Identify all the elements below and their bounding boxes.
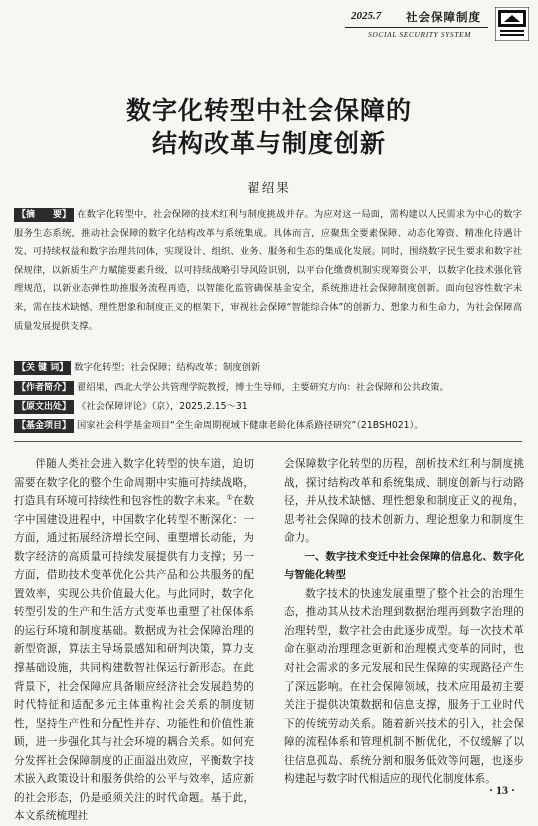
footnote-ref[interactable]: ① (226, 493, 233, 502)
body-paragraph: 会保障数字化转型的历程，剖析技术红利与制度挑战，探讨结构改革和系统集成、制度创新与行动路径，并从技术缺憾、理性想象和制度正义的视角，思考社会保障的技术创新力、理论想象力和制度生命力。 (284, 458, 524, 545)
author-name: 翟绍果 (247, 180, 291, 195)
page-number: · 13 · (489, 783, 516, 797)
journal-title-cn: 社会保障制度 (406, 10, 481, 24)
author-intro-label: 【作者简介】 (14, 381, 74, 395)
keywords-label: 【关 键 词】 (14, 361, 71, 375)
abstract-label: 【摘 要】 (14, 208, 74, 222)
body-column-right (284, 455, 524, 789)
author-intro-text: 翟绍果，西北大学公共管理学院教授，博士生导师，主要研究方向：社会保障和公共政策。 (77, 382, 449, 393)
abstract-text: 在数字化转型中，社会保障的技术红利与制度挑战并存。为应对这一局面，需构建以人民需求为中心的数字服务生态系统，推动社会保障的数字化结构改革与系统集成。具体而言，应聚焦全要素保障、动态化筹资、精准化待遇计发、可持续权益和数字治理共同体，实现设计、组织、业务、服务和生态的集成化发展。同时，围绕数字民生要求和数字社保规律，以新质生产力赋能要素升级，以可持续战略引导风险识别，以平台化缴费机制实现筹资公平，以数字化技术强化管理规范，以新业态弹性助推服务流程再造，以智能化监管确保基金安全，系统推进社会保障制度创新。面向包容性数字未来，需在技术缺憾、理性想象和制度正义的框架下，审视社会保障“智能综合体”的创新力、想象力和生命力，为社会保障高质量发展提供支撑。 (14, 209, 522, 332)
section-heading: 一、数字技术变迁中社会保障的信息化、数字化与智能化转型 (284, 550, 524, 582)
abstract-block (14, 206, 522, 336)
para-text-cont: 在数字中国建设进程中，中国数字化转型不断深化：一方面，通过拓展经济增长空间、重塑增长动能，为数字经济的高质量可持续发展提供有力支撑；另一方面，借助技术变革优化公共产品和公共服务的配置效率，实现公共价值最大化。与此同时，数字化转型引发的生产和生活方式变革也重塑了社保体系的运行环境和制度基础。数据成为社会保障治理的新型资源，算法主导场景感知和研判决策，算力支撑基础设施，共同构建数智社保运行新形态。在此背景下，社会保障应具备顺应经济社会发展趋势的时代特征和适配多元主体重构社会关系的制度韧性，坚持生产性和分配性并存、功能性和价值性兼顾，进一步强化其与社会环境的耦合关系。如何充分发挥社会保障制度的正面溢出效应，平衡数字技术嵌入政策设计和服务供给的公平与效率，适应新的社会形态，仍是亟须关注的时代命题。基于此，本文系统梳理社 (14, 495, 255, 823)
keywords-text: 数字化转型；社会保障；结构改革；制度创新 (74, 362, 261, 373)
page-header (0, 0, 538, 48)
source-row (14, 398, 522, 417)
keywords-row (14, 359, 522, 378)
issue-number: 2025.7 (351, 10, 382, 22)
body-paragraph: 数字技术的快速发展重塑了整个社会的治理生态，推动其从技术治理到数据治理再到数字治理的治理转型，数字社会由此逐步成型。每一次技术革命在驱动治理理念更新和治理模式变革的同时，也对社会需求的多元发展和民生保障的实现路径产生了深远影响。在社会保障领域，技术应用最初主要关注于提供决策数据和信息支撑，服务于工业时代下的传统劳动关系。随着新兴技术的引入，社会保障的流程体系和管理机制不断优化，不仅缓解了以往信息孤岛、系统分割和服务低效等问题，也逐步构建起与数字时代相适应的现代化制度体系。 (284, 587, 524, 786)
article-title-line-2: 结构改革与制度创新 (151, 129, 386, 158)
fund-label: 【基金项目】 (14, 419, 74, 433)
journal-title-en: SOCIAL SECURITY SYSTEM (368, 30, 472, 39)
author-intro-row (14, 379, 522, 398)
header-rule (345, 27, 488, 28)
section-divider (14, 441, 522, 442)
source-label: 【原文出处】 (14, 400, 74, 414)
source-text: 《社会保障评论》（京），2025.2.15～31 (77, 401, 248, 412)
journal-logo-icon (495, 7, 529, 41)
body-paragraph (14, 455, 254, 826)
para-text: 伴随人类社会进入数字化转型的快车道，迫切需要在数字化的整个生命周期中实施可持续战略，打造具有环境可持续性和包容性的数字未来。 (14, 458, 254, 508)
fund-text: 国家社会科学基金项目“全生命周期视域下健康老龄化体系路径研究”（21BSH021）。 (77, 420, 424, 431)
body-column-left (14, 455, 254, 826)
article-title-line-1: 数字化转型中社会保障的 (125, 96, 412, 125)
fund-row (14, 417, 522, 436)
